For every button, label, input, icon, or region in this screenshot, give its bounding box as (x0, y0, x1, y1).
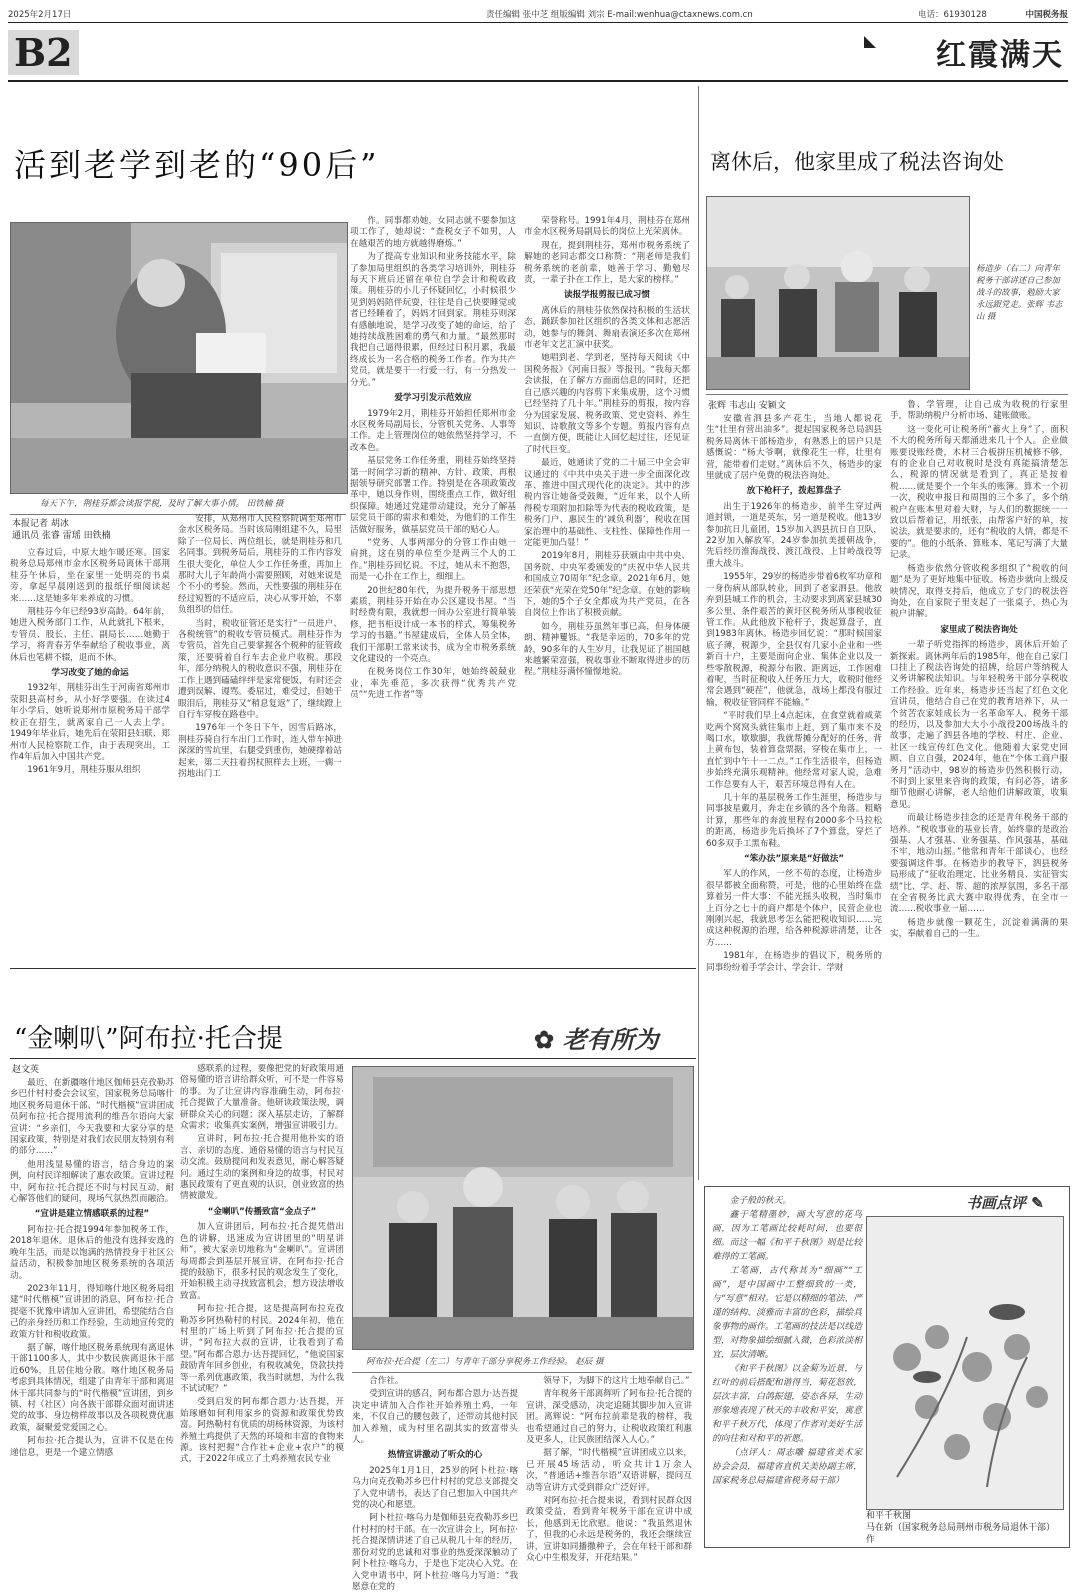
paragraph: 据了解，“时代楷模”宣讲团成立以来，已开展45场活动，听众共计1万余人次，“普通话+维吾尔语”双语讲解，提问互动等宣讲方式受到群众广泛好评。 (526, 1448, 692, 1493)
section-rule (8, 80, 1068, 82)
caption-rule (352, 1372, 692, 1373)
paragraph: 工笔画，古代称其为“细画”“工画”，是中国画中工整细致的一类，与“写意”相对。它是以精细的笔法、严谨的结构、淡雅而丰富的色彩，描绘具象事物的画作。工笔画的技法是以线造型，对物象描绘细腻入微，色彩浓淡相宜，层次清晰。 (712, 1266, 862, 1360)
article1-column-1 (10, 548, 170, 960)
painting-caption (866, 1510, 1062, 1546)
section-title: 红霞满天 (936, 38, 1064, 73)
article4-painting (866, 1216, 1064, 1510)
paragraph: 1976年一个冬日下午，因雪后路冰，荆桂芬骑自行车出门工作时，连人带车掉进深深的雪坑里，右腿受到重伤，她硬撑着站起来，第二天拄着拐杖照样去上班，一瘸一拐地出门工 (178, 723, 342, 779)
article1-photo (10, 222, 348, 494)
paragraph: 基层党务工作任务重，荆桂芬始终坚持第一时间学习新的精神、方针、政策，再根据领导研究部署工作。特别是在各项政策改革中，她以身作则，围绕重点工作，做好组织保障。她通过党建带动建设，充分了解基层党员干部的需求和难处，为他们的工作生活做好服务，做基层党员干部的贴心人。 (350, 456, 516, 535)
article1-column-3 (350, 216, 516, 960)
paragraph: “党务、人事两部分的分管工作由她一肩挑，这在别的单位至少是两三个人的工作。”荆桂芬回忆说。不过，她从未不抱怨，而是一心扑在工作上，细细上。 (350, 537, 516, 583)
group-photo-icon (353, 1067, 693, 1349)
article1-title: 活到老学到老的“90后” (14, 146, 380, 184)
paragraph: 立春过后，中原大地乍暖还寒。国家税务总局郑州市金水区税务局离休干部荆桂芬午休后，坐在家里一处明亮的书桌旁，拿起早晨刚送到的报纸仔细阅读起来……这是她多年来养成的习惯。 (10, 548, 170, 604)
paragraph: 一辈子听党指挥的杨造步，离休后开始了新探索。离休两年后的1985年，他在自己家门口挂上了税法咨询处的招牌，给居户等纳税人义务讲解税法知识。与年轻税务干部分享税收工作经验。近年来，杨造步还当起了红色文化宣讲员，他结合自己在党的教育培养下，从一个贫苦农家娃成长为一名革命军人、税务干部的经历，以及参加大大小小战役200场战斗的故事，走遍了泗县各地的学校、村庄、企业、社区一线宣传红色文化。他随着大家党史回顾、自立自强，2024年，他在“个体工商户服务月”活动中，98岁的杨造步仍然积极行动，不时到上家里来咨询的政策，有问必答，诸多细节他耐心讲解，老人给他们讲解政策，收集意见。 (890, 640, 1068, 810)
article2-byline: 张辉 韦志山 安颖文 (708, 401, 786, 411)
painting-title: 和平千秋图 (866, 1511, 912, 1521)
intro: 金子般的秋天。 (729, 1196, 792, 1206)
paper-name: 中国税务报 (1025, 10, 1068, 20)
paragraph: 为了提高专业知识和业务技能水平，除了参加局里组织的各类学习培训外，荆桂芬每天下班后还留在单位自学会计和税收政策。荆桂芬的小儿子怀疑回忆，小时候很少见到妈妈陪伴玩耍，往往是自己快要睡觉或者已经睡着了，妈妈才回到家。荆桂芬则深有感触地说，是学习改变了她的命运，给了她持续战胜困难的勇气和力量。“最然那时我把自己逼得很累，但经过日积月累，我最终成长为一名合格的税务工作者。作为共产党员，就是要干一行爱一行，有一分热发一分光。” (350, 252, 516, 388)
subheading: “宣讲是建立情感联系的过程” (34, 1209, 150, 1220)
paragraph: 宣讲时，阿布拉·托合提用他朴实的语言、亲切的态度、通俗易懂的语言与村民互动交流。鼓励提问和发表意见，耐心解答疑问。通过生动的案例和身边的故事，村民对惠民政策有了更直观的认识，创业致富的热情被激发。 (180, 1134, 344, 1202)
paragraph: 荣誉称号。1991年4月，荆桂芬在郑州市金水区税务局副局长的岗位上光荣离休。 (524, 216, 690, 238)
paragraph: 1932年，荆桂芬出生于河南省郑州市荥阳县高村乡，从小好学要强。在读过4年小学后，她听说郑州市原税务局干部学校正在招生，就离家自己一人去上学。1949年毕业后，她先后在荥阳县妇联、郑州市人民检察院工作，由于表现突出，工作4年后加入中国共产党。 (10, 683, 170, 762)
article3-byline: 赵文英 (12, 1065, 40, 1075)
paragraph: 阿卜杜拉·喀乌力是伽师县克孜勒苏乡巴什村村的村干部。在一次宣讲会上，阿布拉·托合提深情讲述了自己从税几十年的经历，那份对党的忠诚和对事业的热爱深深触动了阿卜杜拉·喀乌力，于是也下定决心入党。在入党申请书中，阿卜杜拉·喀乌力写道：“我愿意在党的 (352, 1513, 519, 1592)
article2-column-1 (706, 414, 882, 1180)
section-mark-icon (864, 36, 876, 48)
paragraph: 他用浅显易懂的语言，结合身边的案例，向村民详细解读了惠农政策。宣讲过程中，阿布拉·托合提还不时与村民互动，耐心解答他们的疑问，现场气氛热烈而融洽。 (10, 1159, 174, 1205)
elderly-woman-reading-icon (11, 223, 347, 493)
article1-byline (12, 518, 111, 542)
paragraph: 领导下，为脚下的这片土地奉献自己。” (543, 1376, 690, 1386)
paragraph: 青年税务干部离辉听了阿布拉·托合提的宣讲，深受感动，决定追随其脚步加入宣讲团。离辉说：“阿布拉前辈是我的榜样，我也希望通过自己的努力，让税收政策红利惠及更多人，让民族团结深入人心。” (526, 1389, 693, 1446)
issue-date: 2025年2月17日 (8, 10, 72, 20)
painting-credit: 马在新（国家税务总局荆州市税务局退休干部）作 (866, 1523, 1056, 1545)
paragraph: 现在，提到荆桂芬，郑州市税务系统了解她的老同志都交口称赞：“荆老师是我们税务系统的老前辈，她善于学习、勤勉尽责，一辈子扑在工作上，是大家的榜样。” (524, 240, 690, 286)
paragraph: 当时，税收征管还是实行“一员进户、各税统管”的税收专管员模式。荆桂芬作为专管员，首先自己要掌握各个税种的征管政策，还要骑着自行车去企业户收税。那段年，部分纳税人的税收意识不强，荆桂芬在工作上遇到磕磕绊绊是家常便饭，有时还会遭到误解、谩骂。委屈过，难受过，但她干眼泪后，荆桂芬又“稍息复返”了，继续蹬上自行车穿梭在路巷中。 (178, 618, 342, 720)
caption-rule (706, 394, 1068, 395)
column-divider (698, 86, 699, 1180)
subheading: 爱学习引发示范效应 (394, 393, 472, 404)
article3-column-2 (180, 1064, 344, 1544)
paragraph: 据了解，喀什地区税务系统现有离退休干部1100多人，其中少数民族离退休干部近60%，且居住地分散。喀什地区税务局考虑到具体情况，组建了由青年干部和离退休干部共同参与的“时代楷模”宣讲团，到乡镇、村（社区）向各族干部群众面对面讲述党的故事、身边榜样故事以及各项税费优惠政策，凝聚爱党爱国之心。 (10, 1342, 174, 1433)
article3-logo (534, 1020, 658, 1055)
paragraph: 最近，她通读了党的二十届三中全会审议通过的《中共中央关于进一步全面深化改革、推进中国式现代化的决定》。其中的涉税内容让她备受鼓舞，“近年来，以个人所得税专项附加扣除等为代表的税收政策，是税务门户、惠民生的‘减负利器’，税收在国家治理中的基础性、支柱性、保障性作用一定能更加凸显！” (524, 458, 690, 548)
tax-officers-visit-icon (707, 197, 969, 389)
subheading: “笨办法”原来是“好做法” (744, 854, 844, 865)
chrysanthemum-doves-painting-icon (867, 1217, 1063, 1509)
article1-byline-reporter: 本报记者 胡冰 (12, 519, 69, 529)
paragraph: 杨造步依然分管收税多组织了“税收的问题”是为了更好地集中征收。杨造步就向上级反映情况，取得支持后，他成立了专门的税法咨询处，在自家院子里支起了一张桌子，热心为税户讲解。 (890, 563, 1068, 620)
paragraph: 这一变化可让税务所“蓄火上身”了，面积不大的税务所每天都涌进来几十个人。企业做账要设账经费，木材三合板拼压机械修不够，有的企业自己对收税时是没有真能搞清楚怎么，税源的情况就是看到了，真正是按着税……就是要个一个年头的账簿。算术一个初一次，税收申报日和周围的三个多了，多个纳税户在账本里对着大财，与人们的数据统一一致以后帮着记，用纸张，由帮客户好的单，按说法，就是要求的，还有“税收的人情，都是不要的”。他的小纸条、算账本、笔记写满了大量记录。 (890, 424, 1068, 561)
article2-column-2 (890, 400, 1068, 1180)
header-rule (8, 22, 1068, 23)
article1-column-4 (524, 216, 690, 960)
paragraph: 离休后的荆桂芬依然保持积极的生活状态，踊跃参加社区组织的各类文体和志愿活动，她参与的舞剑、舞扇表演还多次在郑州市老年文艺汇演中获奖。 (524, 305, 690, 351)
subheading: 读报学报剪报已成习惯 (564, 290, 650, 301)
paragraph: 2025年1月1日，25岁的阿卜杜拉·喀乌力向克孜勒苏乡巴什村村的党总支部提交了入党申请书，表达了自己想加入中国共产党的决心和愿望。 (352, 1465, 518, 1511)
article4-logo (966, 1192, 1044, 1213)
page-number (8, 30, 79, 75)
paragraph: 如今，荆桂芬虽然年事已高，但身体硬朗、精神矍铄。“我是幸运的，70多年的党龄，90多年的人生岁月，让我见证了祖国越来越繁荣富强，税收事业不断取得进步的历程。”荆桂芬满怀憧憬地说。 (524, 621, 690, 678)
paragraph: 1961年9月，荆桂芬服从组织 (27, 765, 141, 776)
paragraph: 安排，从郑州市人民检察院调至郑州市金水区税务局。当时该局刚组建不久，局里除了一位局长、两位组长，就是荆桂芬和几名同事。到税务局后，荆桂芬的工作内容发生很大变化，单位人少工作任务重，再加上那时大儿子年龄尚小需要照顾，对她来说是个不小的考验。然而，天性要强的荆桂芬在经过短暂的不适应后，决心从零开始，不辜负组织的信任。 (178, 514, 342, 616)
article4-review-text (712, 1194, 862, 1526)
article-divider (10, 968, 696, 969)
paragraph: 鑫于笔精墨妙，画大写意的花鸟画，因为工笔画比较耗时间，也要很细。而这一幅《和平千秋图》则是比较难得的工笔画。 (712, 1210, 862, 1262)
title-rule (10, 1058, 696, 1059)
article3-column-1 (10, 1078, 174, 1544)
paragraph: 阿布拉·托合提认为，宣讲不仅是在传递信息，更是一个建立情感 (10, 1436, 174, 1458)
page-header (8, 8, 1068, 22)
subheading: “金喇叭”传播致富“金点子” (207, 1206, 317, 1217)
paragraph: “平时我们早上4点起床，在食堂就着咸菜吃两个窝窝头就往集市上赶，到了集市来不及喝口水，歇歇脚，我就帮摊分配好的任务，背上黄布包，装着算盘票据，穿梭在集市上，一直忙到中午十一二点。”工作生活很辛，但杨造步始终充满乐观精神。他经常对家人说，急难工作总要有人干，艰苦环境总得有人在。 (706, 711, 882, 790)
paragraph: 2019年8月，荆桂芬获颁由中共中央、国务院、中央军委颁发的“庆祝中华人民共和国成立70周年”纪念章。2021年6月，她还荣获“光荣在党50年”纪念章。在她的影响下，她的5个子女全都成为共产党员，在各自岗位上作出了积极贡献。 (524, 551, 690, 619)
signature: （点评人：周志雕 福建省美术家协会会员，福建省直机关美协副主席，国家税务总局福建省税务局干部） (712, 1448, 862, 1486)
paragraph: 杨造步就像一颗花生，沉淀着满满的果实，奉献着自己的一生。 (890, 917, 1068, 940)
article1-column-2 (178, 514, 342, 960)
page-number-text: B2 (8, 30, 79, 75)
article3-column-3 (352, 1376, 519, 1592)
paragraph: 20世纪80年代，为提升税务干部思想素质，荆桂芬开始在办公区建设书屋。“当时经费有限，我就想一间办公室进行简单装修，把书柜设计成一本书的样式，筹集税务学习的书籍。”书屋建成后，全体人员全体，我们干部职工常来读书，成为全市税务系统文化建设的一个亮点。 (350, 585, 516, 665)
article3-column-4 (526, 1376, 693, 1564)
logo-flower-icon: ✿ (534, 1025, 555, 1054)
paragraph: 几十年的基层税务工作生涯里，杨造步与同事披星戴月，奔走在乡镇的各个角落。粗略计算，那些年的奔波里程有2000多个马拉松的距离，杨造步先后换坏了7个算盘，穿烂了60多双手工黑布鞋。 (706, 793, 882, 849)
paragraph: 1955年，29岁的杨造步带着6枚军功章和一身伤病从部队转业，回到了老家泗县。他放弃到县城工作的机会，主动要求到离家县城30多公里、条件艰苦的黄圩区税务所从事税收征管工作。从此他放下枪杆子，拨起算盘子，直到1983年离休。杨造步回忆说：“那时候国家底子薄，税源少，全县仅有几家小企业和一些新百十户，主要是面向企业、集体企业以及一些零散税源，税源分布散、距离远，工作困难着呢，当时征税收入任务压力大，收税时他经常会遇到“硬茬”，他就急，战场上都没有服过输，税收征管同样不能输。” (706, 572, 882, 708)
paragraph: 感联系的过程，要像把党的好政策用通俗易懂的语言讲给群众听，可不是一件容易的事。为了让宣讲内容准确生动，阿布拉·托合提做了大量准备。他研读政策法规，调研群众关心的问题；深入基层走访，了解群众需求；收集真实案例，增强宣讲吸引力。 (180, 1064, 344, 1132)
subheading: 学习改变了她的命运 (51, 668, 129, 679)
paragraph: 加入宣讲团后，阿布拉·托合提凭借出色的讲解，迅速成为宣讲团里的“明星讲师”，被大家亲切地称为“金喇叭”。宣讲团每周都会到基层开展宣讲，在阿布拉·托合提的鼓励下，很多村民的观念发生了变化，开始积极主动寻找致富机会，想方设法增收致富。 (180, 1222, 344, 1301)
article4-logo-text: 书画点评 (966, 1194, 1027, 1212)
paragraph: 最近，在新疆喀什地区伽师县克孜勒苏乡巴什村村委会会议室，国家税务总局喀什地区税务局退休干部、“时代楷模”宣讲团成员阿布拉·托合提用流利的维吾尔语向大家宣讲：“乡亲们，今天我要和大家分享的是国家政策，特别是对我们农民朋友特别有利的部分……” (10, 1078, 174, 1157)
subheading: 家里成了税法咨询处 (940, 624, 1018, 635)
paragraph: 《和平千秋图》以金菊为近景，与红叶的前后搭配和谐得当，菊花怒放，层次丰富，白鸽振翅，姿态各异，生动形象地表现了秋天的丰收和平安，寓意和平千秋万代，体现了作者对美好生活的向往和对和平的祈愿。 (712, 1364, 862, 1444)
paragraph: 受到启发的阿布都合恩力·达吾提，开始琢磨如何利用家乡的资源和政策优势致富。阿热勒村有优质的胡杨林资源，为该村养殖土鸡提供了天然的环境和丰富的食物来源。该村把握“合作社+企业+农户”的模式，于2022年成立了土鸡养殖农民专业 (180, 1397, 344, 1465)
subheading: 热情宣讲激动了听众的心 (387, 1450, 483, 1461)
article2-title: 离休后，他家里成了税法咨询处 (710, 150, 1004, 174)
paragraph: 她唱到老、学到老，坚持每天阅读《中国税务报》《河南日报》等报刊。“我每天都会读报，在了解方方面面信息的同时，还把自己感兴趣的内容剪下来集成册，这个习惯已经坚持了几十年。”荆桂芬的剪报，按内容分为国家发展、税务政策、党史资料、养生知识、诗歌散文等多个专题。剪报内容有点一直倒方便，既能让人回忆起过往，还见证了时代巨变。 (524, 353, 690, 455)
paragraph: 2023年11月，得知喀什地区税务局组建“时代楷模”宣讲团的消息，阿布拉·托合提毫不犹豫申请加入宣讲团，希望能结合自己的亲身经历和工作经验，生动地宣传党的政策方针和税收政策。 (10, 1283, 174, 1340)
paragraph: 安徽省泗县多产花生，当地人都说花生“壮里有营出油多”。提起国家税务总局泗县税务局离休干部杨造步，有熟悉上的居户只是感慨说：“杨大爷啊，就像花生一样，壮里有营，能带着们走财。”离休后不久，杨造步的家里就成了居户免费的税法咨询处。 (706, 414, 882, 482)
editor-info: 责任编辑 张中芝 组版编辑 刘宗 E-mail:wenhua@ctaxnews.com.cn (486, 10, 753, 20)
subheading: 放下枪杆子，拨起算盘子 (746, 486, 842, 497)
paragraph: 军人的作风，一丝不苟的态度，让杨造步很早都被全面称赞，可是，他的心里始终在盘算着另一件大事：不能光摇头收税，当时集市上百分之七十的商户都是个体户，民营企业也刚刚兴起，我就思考怎么能把税收知识……完成这种税源的治理，给各种税源讲清楚，让各方…… (706, 869, 882, 948)
article1-byline-correspondents: 通讯员 张睿 雷瑶 田铁楠 (12, 531, 111, 541)
paragraph: 而最让杨造步挂念的还是青年税务干部的培养。“税收事业的基业长青，始终靠的是政治强基、人才强基、业务强基、作风强基，基础不牢，地动山摇。”他常和青年干部谈心，也经要强调这件事。在杨造步的教导下，泗县税务局形成了“征收治理定、比业务精良、实征管实绩”比、学、赶、帮、超的浓厚氛围，多名干部在全省税务比武大赛中取得优秀，在全市一流……税收事业一届…… (890, 813, 1068, 915)
phone-info: 电话：61930128 (918, 10, 987, 20)
paragraph: 1979年2月，荆桂芬开始担任郑州市金水区税务局副局长，分管机关党务、人事等工作。走上管理岗位的她依然坚持学习，不改本色。 (350, 408, 516, 453)
paragraph: 受到宣讲的感召，阿布都合恩力·达吾提决定申请加入合作社开始养殖土鸡，一年来，不仅自己的腰包鼓了，还带动其他村民加入养殖，成为村里名副其实的致富带头人。 (352, 1389, 519, 1446)
brush-icon: ✎ (1031, 1194, 1044, 1212)
paragraph: 阿布拉·托合提，这是提高阿布拉克孜勒苏乡阿热勒村的村民。2024年初，他在村里的广场上听到了阿布拉·托合提的宣讲，“阿布拉大叔的宣讲，让我看到了希望。”阿布都合恩力·达吾提回忆，“他说国家鼓励青年回乡创业，有税收减免，贷款扶持等一系列优惠政策，我当时就想，为什么我不试试呢？” (180, 1304, 344, 1394)
article3-photo (352, 1066, 694, 1350)
article2-photo (706, 196, 970, 390)
paragraph: 鲁、学管理，让自己成为收税的行家里手，帮助纳税户分析市场、建账做账。 (890, 400, 1068, 422)
paragraph: 荆桂芬今年已经93岁高龄。64年前，她进入税务部门工作，从此就扎下根来，专管员、股长、主任、副局长……她勤于学习，将青春芳华奉献给了税收事业，离休后也笔耕不辍，退而不休。 (10, 607, 170, 663)
article3-caption: 阿布拉·托合提（左二）与青年干部分享税务工作经验。 赵辰 摄 (366, 1357, 604, 1367)
paragraph: 对阿布拉·托合提来说，看到村民群众因政策受益，看到青年税务干部在宣讲中成长，他感到无比欣慰。他说：“我虽然退休了，但我的心永远是税务的，我还会继续宣讲，宣讲如同播撒种子，会在年轻干部和群众心中生根发芽，开花结果。” (526, 1496, 693, 1564)
paragraph: 作。同事都劝她，女同志就不要参加这项工作了，她却说：“查税女子不如男，人在越艰苦的地方就越得磨炼。” (350, 216, 516, 249)
article3-title: “金喇叭”阿布拉·托合提 (14, 1024, 283, 1054)
paragraph: 在税务岗位工作30年，她始终兢兢业业，率先垂范，多次获得“优秀共产党员”“先进工作者”等 (350, 667, 516, 701)
article3-logo-text: 老有所为 (562, 1025, 659, 1054)
paragraph: 出生于1926年的杨造步，前半生穿过两道封锁，一道是英东，另一道是税收。他13岁参加抗日儿童团，15岁加入泗县抗日自卫队，22岁加入解放军，24岁参加抗美援朝战争，先后经历淮海战役、渡江战役、上甘岭战役等重大战斗。 (706, 501, 882, 569)
article2-caption: 杨造步（右二）向青年税务干部讲述自己参加战斗的故事，勉励大家永远跟党走。张辉 韦志山 摄 (976, 263, 1063, 321)
paragraph: 1981年，在杨造步的倡议下，税务所的同事纷纷着手学会计、学会计、学财 (706, 951, 882, 973)
paragraph: 阿布拉·托合提1994年参加税务工作，2018年退休。退休后的他没有选择安逸的晚年生活，而是以饱满的热情投身于社区公益活动，积极参加地区税务系统的各项活动。 (10, 1224, 174, 1281)
paragraph: 合作社。 (369, 1376, 404, 1386)
article1-caption: 每天下午，荆桂芬都会读报学税，及时了解大事小情。 田铁楠 摄 (40, 499, 284, 509)
